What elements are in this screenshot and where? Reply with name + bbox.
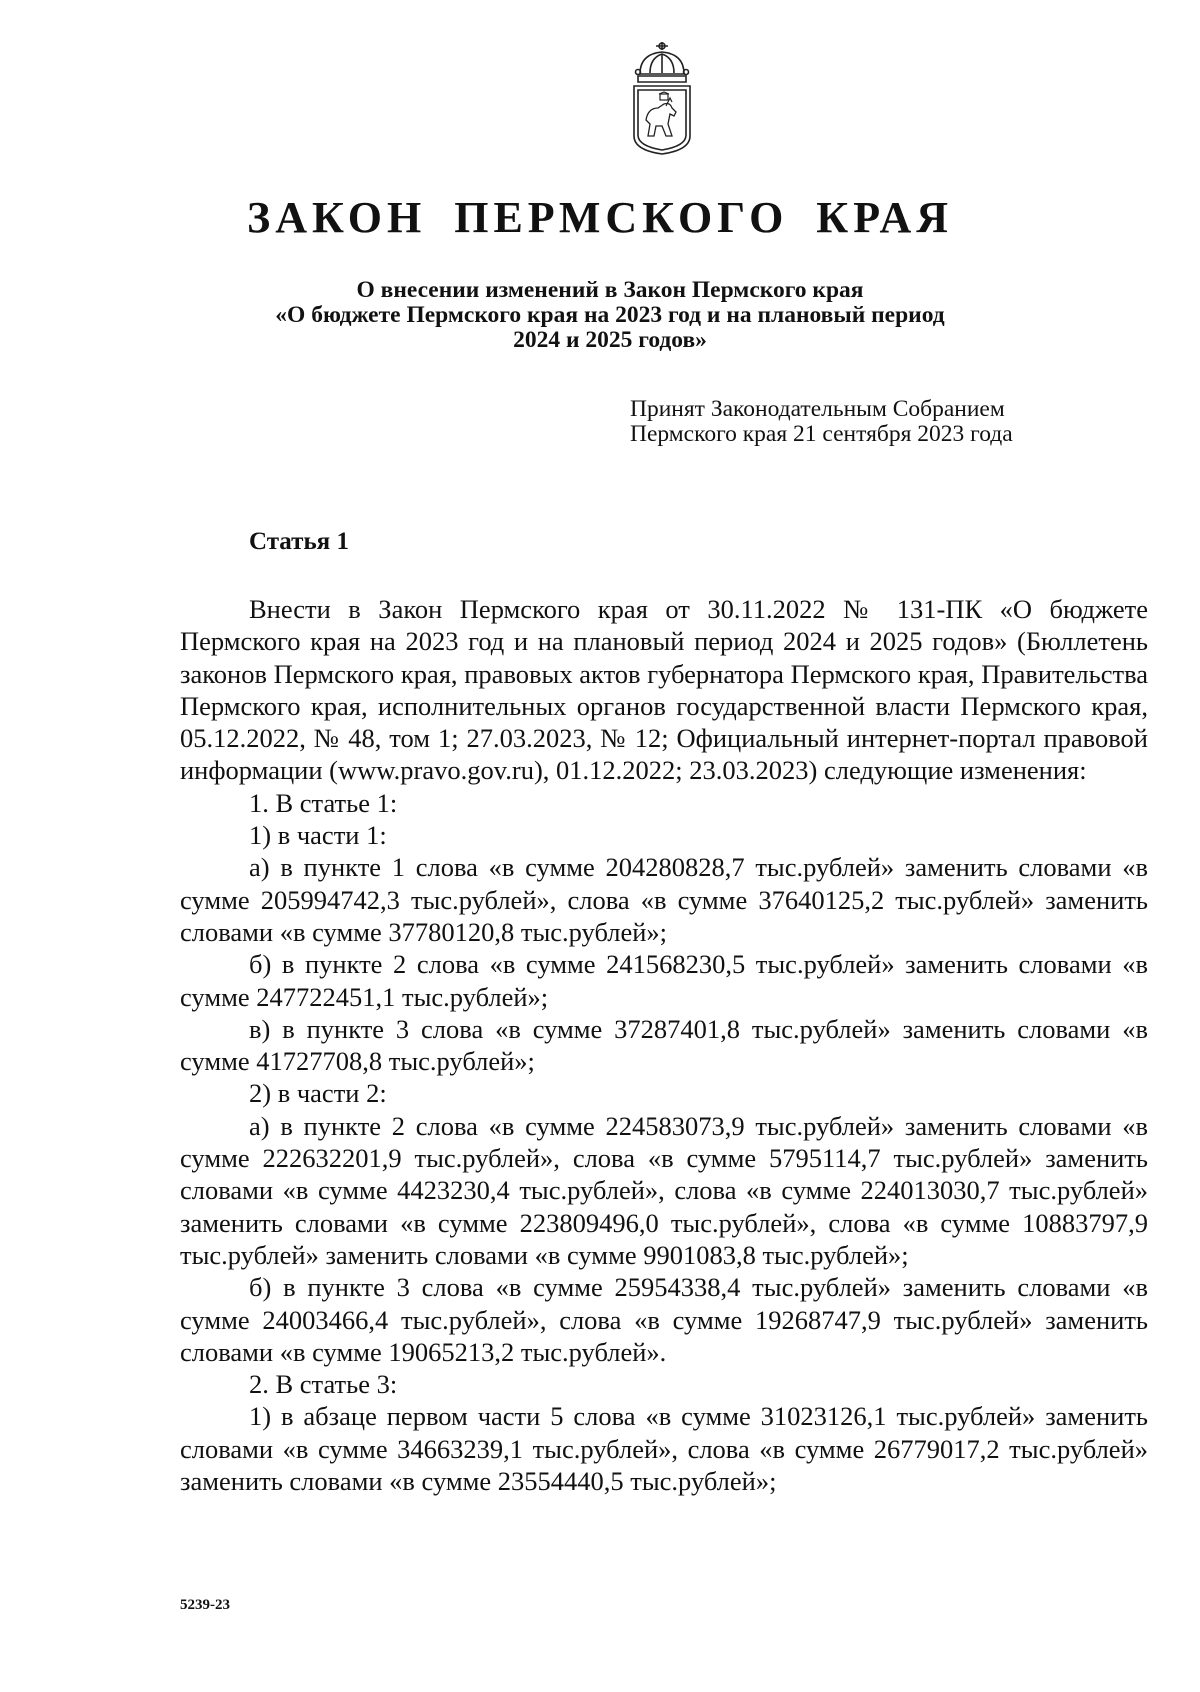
body-paragraph: б) в пункте 2 слова «в сумме 241568230,5 тыс.рублей» заменить словами «в сумме 247722451,1 тыс.рублей»;: [180, 949, 1148, 1012]
subtitle-line: 2024 и 2025 годов»: [513, 327, 707, 353]
body-item: 1) в части 1:: [249, 820, 387, 851]
article-heading: Статья 1: [249, 528, 349, 555]
perm-krai-coat-of-arms-icon: [626, 40, 698, 156]
body-paragraph: б) в пункте 3 слова «в сумме 25954338,4 тыс.рублей» заменить словами «в сумме 24003466,4 тыс.рублей», слова «в сумме 19268747,9 тыс.рублей» заменить словами «в сумме 19065213,2 тыс.рублей».: [180, 1272, 1148, 1367]
body-paragraph: Внести в Закон Пермского края от 30.11.2022 № 131-ПК «О бюджете Пермского края на 2023 год и на плановый период 2024 и 2025 годов» (Бюллетень законов Пермского края, правовых актов губернатора Пермского края, Правительства Пермского края, исполнительных органов государственной власти Пермского края, 05.12.2022, № 48, том 1; 27.03.2023, № 12; Официальный интернет-портал правовой информации (www.pravo.gov.ru), 01.12.2022; 23.03.2023) следующие изменения:: [180, 594, 1148, 786]
body-paragraph: а) в пункте 1 слова «в сумме 204280828,7 тыс.рублей» заменить словами «в сумме 205994742,3 тыс.рублей», слова «в сумме 37640125,2 тыс.рублей» заменить словами «в сумме 37780120,8 тыс.рублей»;: [180, 852, 1148, 947]
article-body: [180, 593, 1148, 1497]
adoption-note: [630, 397, 1150, 447]
body-item: 1. В статье 1:: [249, 787, 398, 818]
law-title: ЗАКОН ПЕРМСКОГО КРАЯ: [246, 193, 954, 242]
subtitle-line: «О бюджете Пермского края на 2023 год и на плановый период: [275, 302, 945, 328]
document-code: 5239-23: [180, 1597, 230, 1613]
body-item: 2. В статье 3:: [249, 1369, 398, 1400]
adoption-line: Принят Законодательным Собранием: [630, 396, 1005, 422]
body-paragraph: в) в пункте 3 слова «в сумме 37287401,8 тыс.рублей» заменить словами «в сумме 41727708,8 тыс.рублей»;: [180, 1013, 1148, 1077]
body-paragraph: 1) в абзаце первом части 5 слова «в сумме 31023126,1 тыс.рублей» заменить словами «в сумме 34663239,1 тыс.рублей», слова «в сумме 26779017,2 тыс.рублей» заменить словами «в сумме 23554440,5 тыс.рублей»;: [180, 1401, 1148, 1497]
body-paragraph: а) в пункте 2 слова «в сумме 224583073,9 тыс.рублей» заменить словами «в сумме 222632201,9 тыс.рублей», слова «в сумме 5795114,7 тыс.рублей» заменить словами «в сумме 4423230,4 тыс.рублей», слова «в сумме 224013030,7 тыс.рублей» заменить словами «в сумме 223809496,0 тыс.рублей», слова «в сумме 10883797,9 тыс.рублей» заменить словами «в сумме 9901083,8 тыс.рублей»;: [180, 1110, 1148, 1270]
body-item: 2) в части 2:: [249, 1078, 387, 1109]
subtitle-line: О внесении изменений в Закон Пермского края: [356, 277, 864, 303]
law-subtitle: [160, 278, 1060, 353]
adoption-line: Пермского края 21 сентября 2023 года: [630, 421, 1013, 447]
